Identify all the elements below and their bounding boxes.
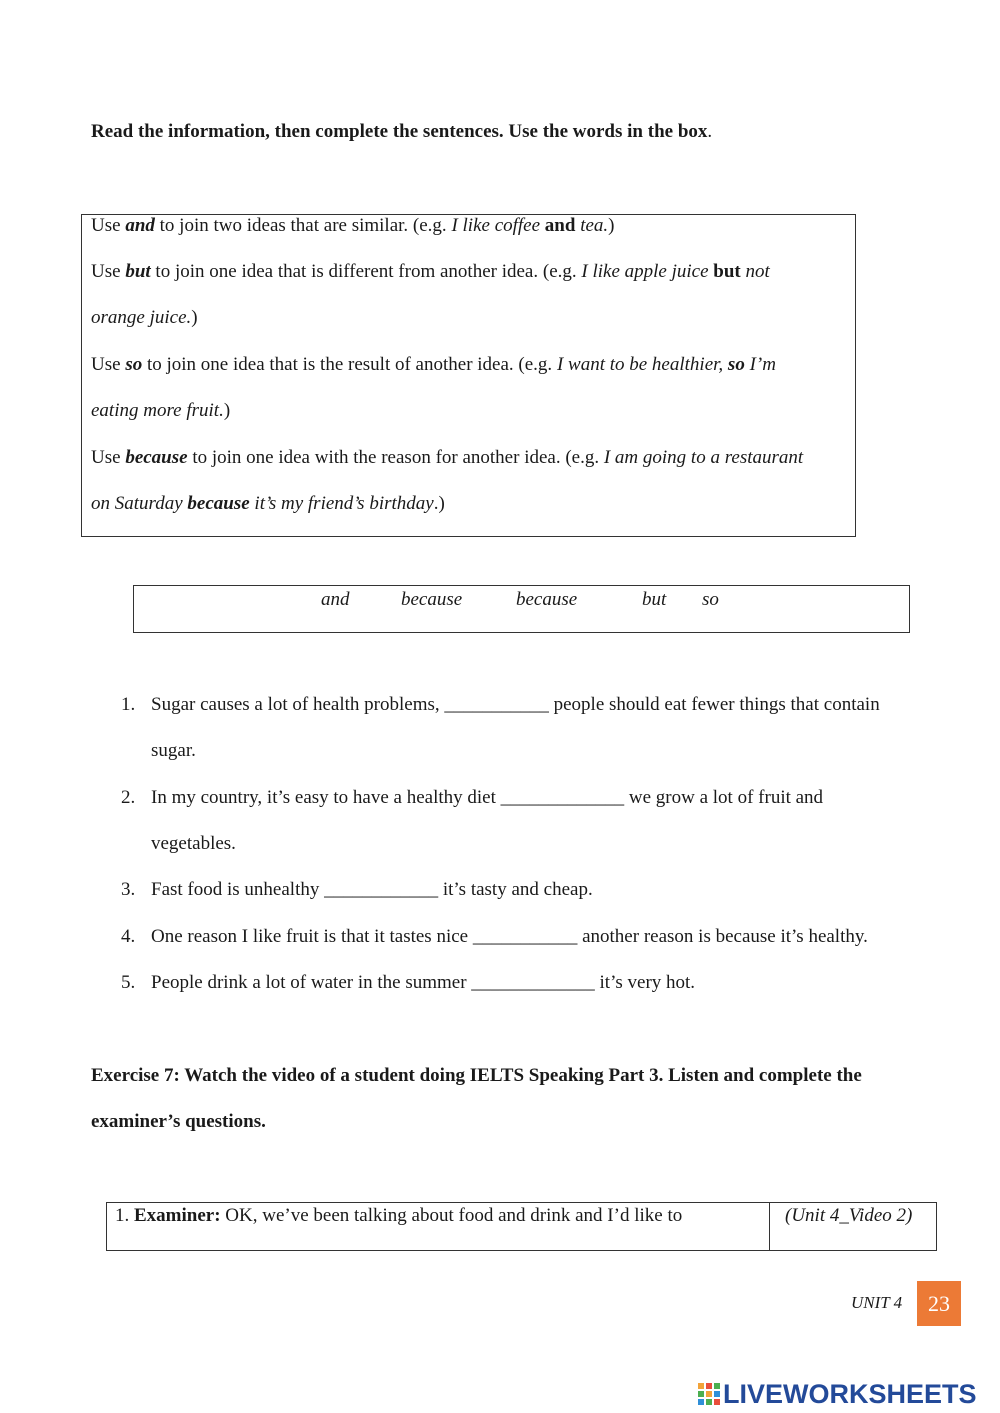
rule-but: [91, 261, 770, 283]
word-bank-item: because: [516, 589, 578, 610]
instruction-period: .: [707, 121, 713, 142]
rule-example: I like apple juice: [581, 261, 714, 282]
word-bank-box: [133, 585, 910, 633]
rule-text: Use: [91, 447, 126, 468]
grammar-rules-box: [81, 214, 856, 537]
question-number: 4.: [121, 926, 136, 947]
word-bank-item: so: [702, 589, 719, 610]
rule-text: to join one idea that is the result of another idea. (e.g.: [142, 354, 557, 375]
liveworksheets-icon: [698, 1383, 720, 1405]
table-divider: [769, 1203, 770, 1250]
rule-example: on Saturday: [91, 493, 188, 514]
question-text[interactable]: Fast food is unhealthy ____________ it’s tasty and cheap.: [151, 879, 593, 900]
rule-example: orange juice.: [91, 307, 192, 328]
rule-text: ): [191, 307, 198, 328]
rule-because: [91, 447, 803, 469]
word-bank-item: but: [642, 589, 667, 610]
rule-keyword: because: [125, 447, 188, 468]
page-number: 23: [917, 1281, 961, 1326]
liveworksheets-logo-text: LIVEWORKSHEETS: [723, 1378, 977, 1409]
rule-example: it’s my friend’s birthday: [249, 493, 434, 514]
question-number: 1.: [121, 694, 136, 715]
rule-so: [91, 354, 776, 376]
exercise-7-heading: Exercise 7: Watch the video of a student doing IELTS Speaking Part 3. Listen and complete the: [91, 1065, 862, 1086]
examiner-question-text: OK, we’ve been talking about food and drink and I’d like to: [220, 1205, 683, 1226]
rule-example-keyword: but: [713, 261, 741, 282]
rule-keyword: and: [125, 215, 155, 236]
question-text-continued: sugar.: [151, 740, 196, 761]
rule-because-continued: [91, 493, 445, 515]
rule-keyword: so: [125, 354, 143, 375]
rule-text: ): [223, 400, 231, 421]
rule-example-keyword: because: [187, 493, 250, 514]
examiner-question-cell: [115, 1205, 682, 1227]
question-text[interactable]: In my country, it’s easy to have a healthy diet _____________ we grow a lot of fruit and: [151, 787, 824, 808]
rule-but-continued: [91, 307, 198, 329]
rule-example-keyword: and: [544, 215, 576, 236]
question-text[interactable]: Sugar causes a lot of health problems, ___________ people should eat fewer things that contain: [151, 694, 880, 715]
rule-example: eating more fruit.: [91, 400, 224, 421]
instruction-heading: [91, 121, 712, 143]
unit-label: UNIT 4: [851, 1293, 903, 1312]
question-number: 2.: [121, 787, 136, 808]
rule-text: Use: [91, 261, 126, 282]
rule-text: Use: [91, 215, 126, 236]
question-text[interactable]: One reason I like fruit is that it tastes nice ___________ another reason is because it’s healthy.: [151, 926, 868, 947]
question-number: 5.: [121, 972, 136, 993]
rule-text: .): [433, 493, 445, 514]
question-text-continued: vegetables.: [151, 833, 236, 854]
rule-example: I’m: [744, 354, 776, 375]
liveworksheets-logo[interactable]: [698, 1377, 977, 1411]
rule-example: tea.: [575, 215, 609, 236]
instruction-text: Read the information, then complete the sentences. Use the words in the box: [91, 121, 708, 142]
rule-text: Use: [91, 354, 126, 375]
rule-text: ): [608, 215, 615, 236]
rule-example: I want to be healthier,: [556, 354, 728, 375]
examiner-question-number: 1.: [115, 1205, 134, 1226]
rule-example: not: [740, 261, 770, 282]
rule-keyword: but: [125, 261, 151, 282]
video-reference: (Unit 4_Video 2): [785, 1205, 913, 1226]
rule-example: I like coffee: [451, 215, 545, 236]
examiner-question-table: [106, 1202, 937, 1251]
question-number: 3.: [121, 879, 136, 900]
rule-and: [91, 215, 614, 237]
rule-text: to join one idea that is different from another idea. (e.g.: [150, 261, 582, 282]
speaker-label: Examiner:: [134, 1205, 221, 1226]
rule-text: to join one idea with the reason for another idea. (e.g.: [187, 447, 604, 468]
question-text[interactable]: People drink a lot of water in the summer _____________ it’s very hot.: [151, 972, 696, 993]
rule-so-continued: [91, 400, 230, 422]
rule-text: to join two ideas that are similar. (e.g.: [154, 215, 452, 236]
exercise-7-heading-continued: examiner’s questions.: [91, 1111, 266, 1132]
word-bank-item: because: [401, 589, 463, 610]
rule-example-keyword: so: [727, 354, 745, 375]
rule-example: I am going to a restaurant: [603, 447, 804, 468]
word-bank-item: and: [321, 589, 350, 610]
